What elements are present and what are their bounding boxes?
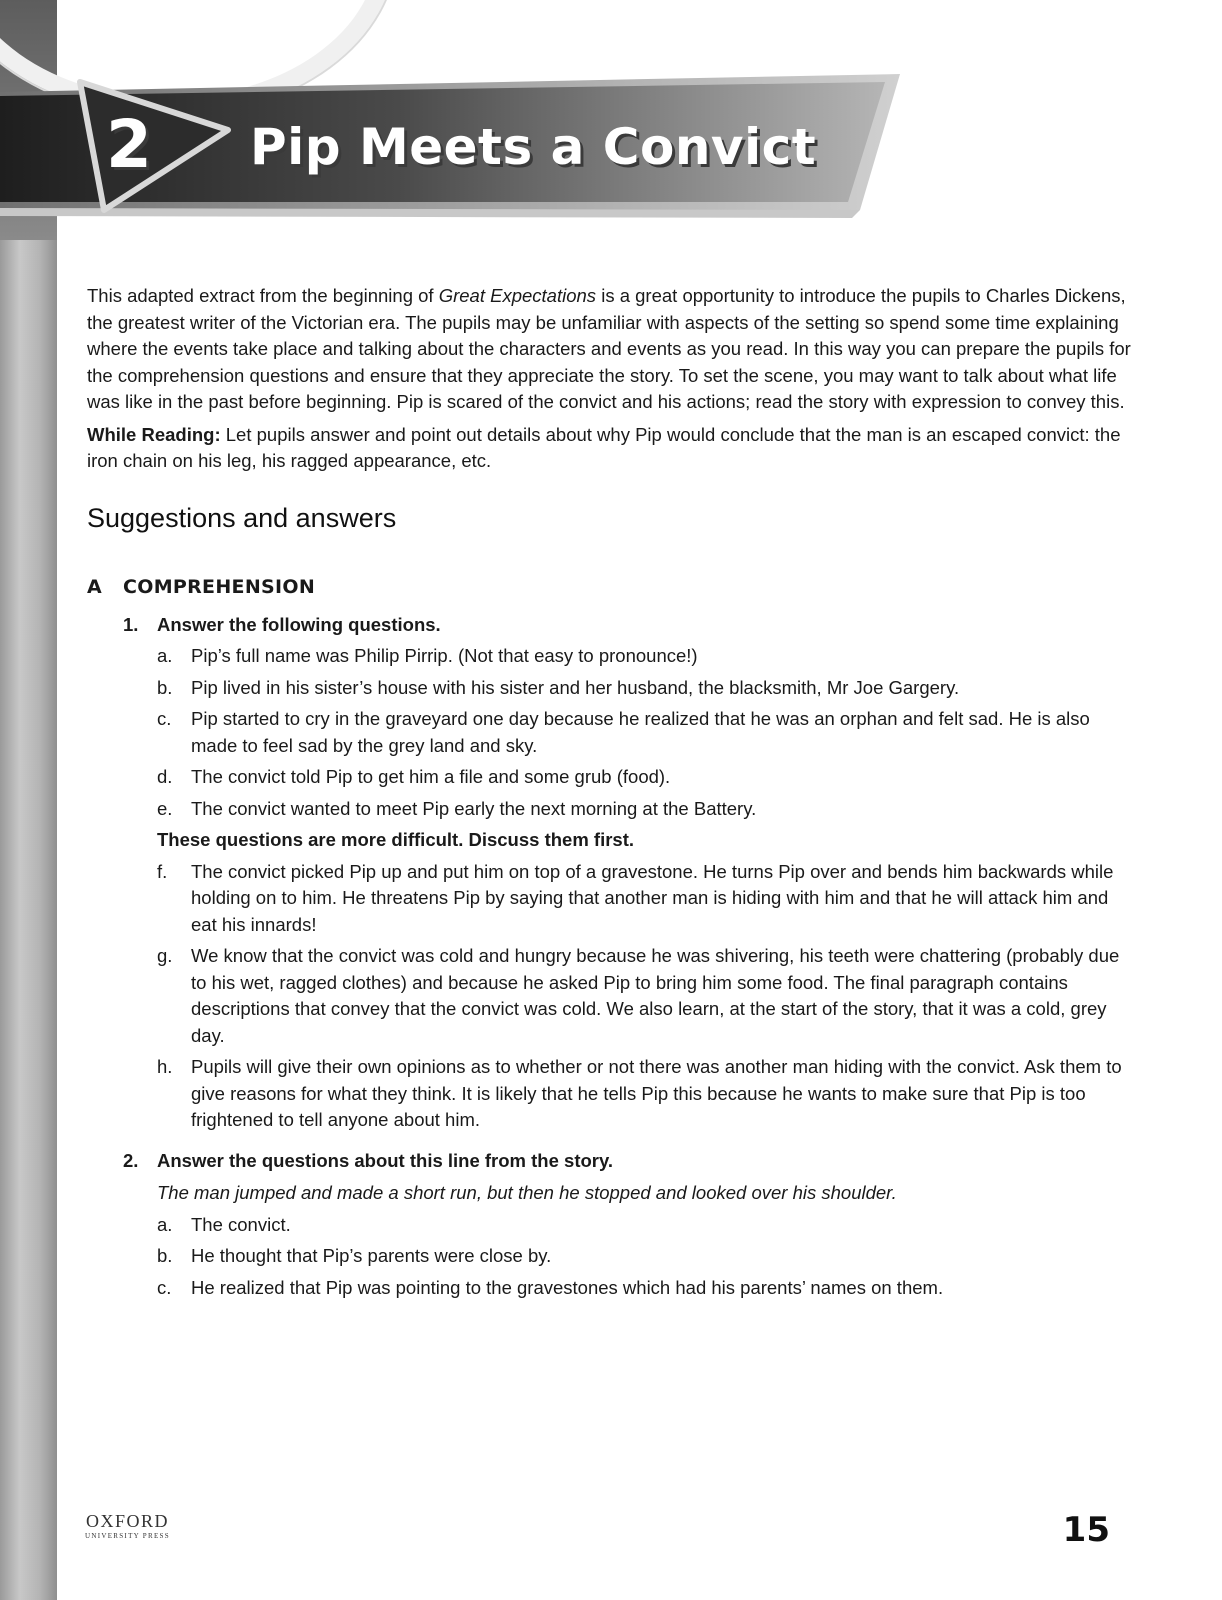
answer-letter: g. bbox=[157, 945, 173, 966]
intro-paragraph bbox=[87, 283, 1137, 416]
publisher-subtitle: UNIVERSITY PRESS bbox=[85, 1532, 170, 1540]
question-1-heading bbox=[123, 612, 1137, 639]
intro-text-rest: is a great opportunity to introduce the pupils to Charles Dickens, the greatest writer of the Victorian era. The pupils may be unfamiliar with aspects of the setting so spend some time explaining where the events take place and talking about the characters and events as you read. In this way you can prepare the pupils for the comprehension questions and ensure that they appreciate the story. To set the scene, you may want to talk about what life was like in the past before beginning. Pip is scared of the convict and his actions; read the story with expression to convey this. bbox=[87, 285, 1131, 412]
answer-letter: f. bbox=[157, 860, 168, 882]
answer-text: Pupils will give their own opinions as to whether or not there was another man hiding with the convict. Ask them to give reasons for what they think. It is likely that he tells Pip this because he wants to make sure that Pip is too frightened to tell anyone about him. bbox=[191, 1056, 1122, 1130]
question-number: 1. bbox=[123, 613, 139, 635]
section-letter: A bbox=[87, 575, 103, 598]
answer-letter: b. bbox=[157, 676, 173, 698]
answer-text: He realized that Pip was pointing to the gravestones which had his parents’ names on them. bbox=[191, 1276, 944, 1298]
comprehension-heading-text: COMPREHENSION bbox=[123, 575, 316, 598]
answer-item bbox=[157, 675, 1137, 702]
answer-text: Pip started to cry in the graveyard one day because he realized that he was an orphan and felt sad. He is also made to feel sad by the grey land and sky. bbox=[191, 708, 1090, 756]
question-1-answers-difficult bbox=[157, 859, 1137, 1134]
answer-item bbox=[157, 1275, 1137, 1302]
while-reading-paragraph bbox=[87, 422, 1137, 475]
question-text: Answer the questions about this line from the story. bbox=[157, 1149, 614, 1171]
answer-letter: b. bbox=[157, 1245, 173, 1266]
left-margin-bar bbox=[0, 0, 57, 1600]
answer-item bbox=[157, 796, 1137, 823]
publisher-name: OXFORD bbox=[85, 1511, 169, 1531]
answer-item bbox=[157, 943, 1137, 1049]
comprehension-heading bbox=[87, 576, 1137, 598]
answer-text: Pip lived in his sister’s house with his sister and her husband, the blacksmith, Mr Joe Gargery. bbox=[191, 676, 960, 698]
difficulty-note: These questions are more difficult. Discuss them first. bbox=[157, 829, 635, 850]
question-number: 2. bbox=[123, 1149, 139, 1171]
answer-text: The convict. bbox=[191, 1213, 291, 1235]
question-2 bbox=[123, 1148, 1137, 1175]
chapter-title: Pip Meets a Convict bbox=[250, 118, 817, 176]
answer-letter: c. bbox=[157, 708, 172, 729]
answer-letter: d. bbox=[157, 766, 173, 787]
while-reading-text: Let pupils answer and point out details about why Pip would conclude that the man is an escaped convict: the iron chain on his leg, his ragged appearance, etc. bbox=[87, 423, 1121, 471]
answer-text: The convict picked Pip up and put him on top of a gravestone. He turns Pip over and bends him backwards while holding on to him. He threatens Pip by saying that another man is hiding with him and that he will attack him and eat his innards! bbox=[191, 860, 1114, 935]
answer-item bbox=[157, 643, 1137, 670]
answer-letter: c. bbox=[157, 1276, 172, 1298]
question-2-heading bbox=[123, 1148, 1137, 1175]
question-1-answers bbox=[157, 643, 1137, 822]
page-number: 15 bbox=[1062, 1510, 1110, 1550]
question-1 bbox=[123, 612, 1137, 639]
answer-text: We know that the convict was cold and hungry because he was shivering, his teeth were chattering (probably due to his wet, ragged clothes) and because he asked Pip to bring him some food. The final paragraph contains descriptions that convey that the convict was cold. We also learn, at the start of the story, that it was a cold, grey day. bbox=[191, 945, 1120, 1046]
answer-text: The convict told Pip to get him a file and some grub (food). bbox=[191, 766, 671, 787]
chapter-number: 2 bbox=[106, 106, 152, 183]
answer-item bbox=[157, 1054, 1137, 1134]
answer-item bbox=[157, 1212, 1137, 1239]
answer-letter: a. bbox=[157, 645, 173, 666]
while-reading-label: While Reading: bbox=[87, 423, 221, 445]
answer-text: Pip’s full name was Philip Pirrip. (Not that easy to pronounce!) bbox=[191, 645, 698, 666]
page-content bbox=[87, 283, 1137, 1301]
publisher-logo bbox=[85, 1512, 170, 1540]
section-title: Suggestions and answers bbox=[87, 502, 397, 533]
answer-text: The convict wanted to meet Pip early the next morning at the Battery. bbox=[191, 797, 757, 819]
answer-item bbox=[157, 859, 1137, 939]
answer-letter: a. bbox=[157, 1213, 173, 1235]
book-title: Great Expectations bbox=[438, 285, 597, 306]
answer-letter: e. bbox=[157, 797, 173, 819]
answer-item bbox=[157, 706, 1137, 759]
answer-item bbox=[157, 1243, 1137, 1270]
answer-item bbox=[157, 764, 1137, 791]
question-2-answers bbox=[157, 1212, 1137, 1302]
question-text: Answer the following questions. bbox=[157, 613, 441, 635]
intro-text-start: This adapted extract from the beginning of bbox=[87, 285, 439, 306]
answer-text: He thought that Pip’s parents were close by. bbox=[191, 1245, 552, 1266]
story-quote: The man jumped and made a short run, but then he stopped and looked over his shoulder. bbox=[157, 1182, 897, 1203]
answer-letter: h. bbox=[157, 1056, 173, 1077]
